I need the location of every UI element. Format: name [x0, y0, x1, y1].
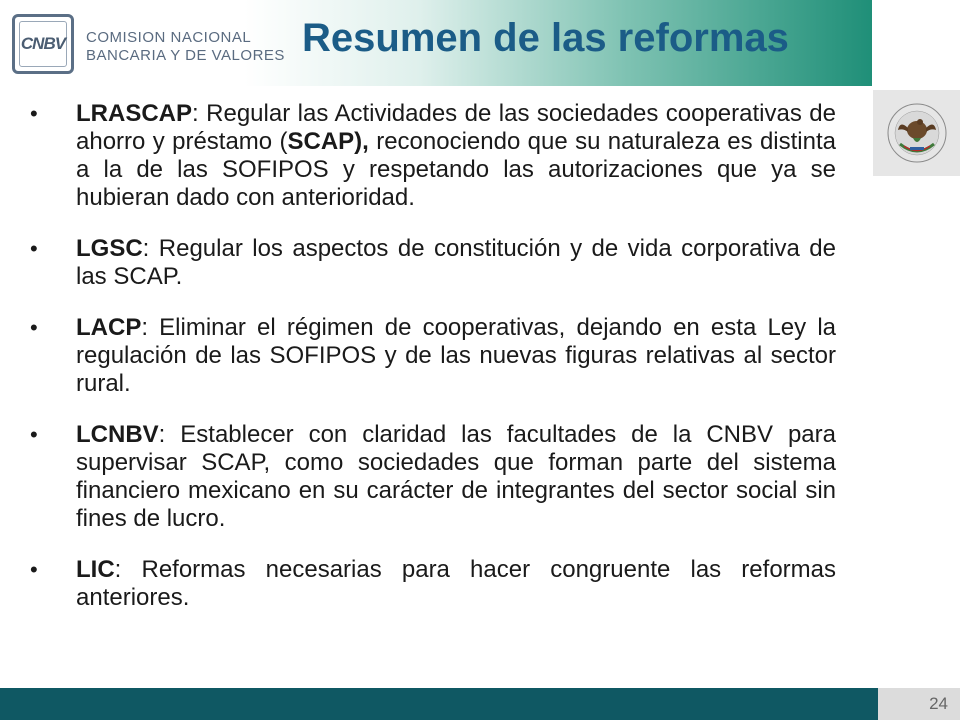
cnbv-logo: [12, 14, 285, 74]
bullet-marker: •: [30, 236, 38, 261]
bullet-bold-text: SCAP),: [287, 128, 369, 155]
law-name: LGSC: [76, 235, 143, 262]
law-name: LCNBV: [76, 421, 159, 448]
bullet-text: : Establecer con claridad las facultades de la CNBV para supervisar SCAP, como sociedades que forman parte del sistema financiero mexicano en su carácter de integrantes del sector social sin fines de lucro.: [76, 421, 836, 532]
bullet-marker: •: [30, 315, 38, 340]
bullet-lrascap: [28, 100, 836, 212]
bullet-text: : Regular las Actividades de las sociedades cooperativas de ahorro y préstamo (: [76, 100, 836, 155]
cnbv-logo-badge: [12, 14, 74, 74]
logo-name-line1: COMISION NACIONAL: [86, 29, 252, 46]
coat-of-arms-icon: [886, 100, 948, 166]
bullet-marker: •: [30, 422, 38, 447]
bullet-marker: •: [30, 557, 38, 582]
reform-bullet-list: [28, 100, 836, 635]
bullet-lic: [28, 556, 836, 612]
footer-bar: [0, 688, 878, 720]
bullet-text: reconociendo que su naturaleza es distinta a la de las SOFIPOS y respetando las autorizaciones que ya se hubieran dado con anterioridad.: [76, 128, 836, 211]
mexico-coat-of-arms: [873, 90, 960, 176]
bullet-lacp: [28, 314, 836, 398]
bullet-text: : Reformas necesarias para hacer congruente las reformas anteriores.: [76, 556, 836, 611]
logo-name-line2: BANCARIA Y DE VALORES: [86, 47, 285, 64]
law-name: LRASCAP: [76, 100, 193, 127]
law-name: LACP: [76, 314, 142, 341]
bullet-marker: •: [30, 101, 38, 126]
law-name: LIC: [76, 556, 115, 583]
slide-title: Resumen de las reformas: [302, 16, 789, 60]
bullet-text: : Regular los aspectos de constitución y de vida corporativa de las SCAP.: [76, 235, 836, 290]
page-number-box: [878, 688, 960, 720]
bullet-text: : Eliminar el régimen de cooperativas, dejando en esta Ley la regulación de las SOFIPOS y de las nuevas figuras relativas al sector rural.: [76, 314, 836, 397]
page-number: 24: [929, 694, 948, 713]
logo-badge-text: CNBV: [20, 34, 66, 53]
bullet-lcnbv: [28, 421, 836, 533]
bullet-lgsc: [28, 235, 836, 291]
